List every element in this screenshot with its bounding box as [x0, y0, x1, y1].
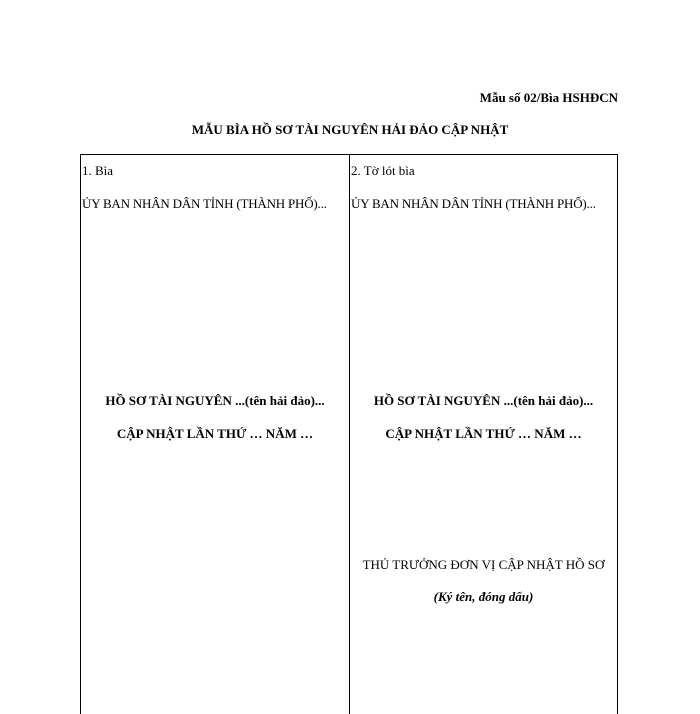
cover-label: 1. Bìa	[82, 163, 114, 178]
cover-authority: ỦY BAN NHÂN DÂN TỈNH (THÀNH PHỐ)...	[82, 196, 327, 211]
cover-column	[81, 155, 349, 714]
cover-template-table	[80, 154, 618, 714]
cover-dossier-title: HỒ SƠ TÀI NGUYÊN ...(tên hải đảo)...	[105, 393, 325, 408]
signer-title: THỦ TRƯỞNG ĐƠN VỊ CẬP NHẬT HỒ SƠ	[362, 557, 605, 572]
inner-cover-column	[349, 155, 617, 714]
inner-cover-label: 2. Tờ lót bìa	[351, 163, 415, 178]
signer-note: (Ký tên, đóng dấu)	[433, 589, 534, 604]
form-number: Mẫu số 02/Bìa HSHĐCN	[479, 90, 618, 105]
document-title: MẪU BÌA HỒ SƠ TÀI NGUYÊN HẢI ĐẢO CẬP NHẬT	[191, 122, 509, 137]
inner-cover-authority: ỦY BAN NHÂN DÂN TỈNH (THÀNH PHỐ)...	[351, 196, 596, 211]
inner-cover-dossier-title: HỒ SƠ TÀI NGUYÊN ...(tên hải đảo)...	[373, 393, 594, 408]
cover-update-line: CẬP NHẬT LẦN THỨ … NĂM …	[116, 426, 314, 441]
inner-cover-update-line: CẬP NHẬT LẦN THỨ … NĂM …	[385, 426, 582, 441]
